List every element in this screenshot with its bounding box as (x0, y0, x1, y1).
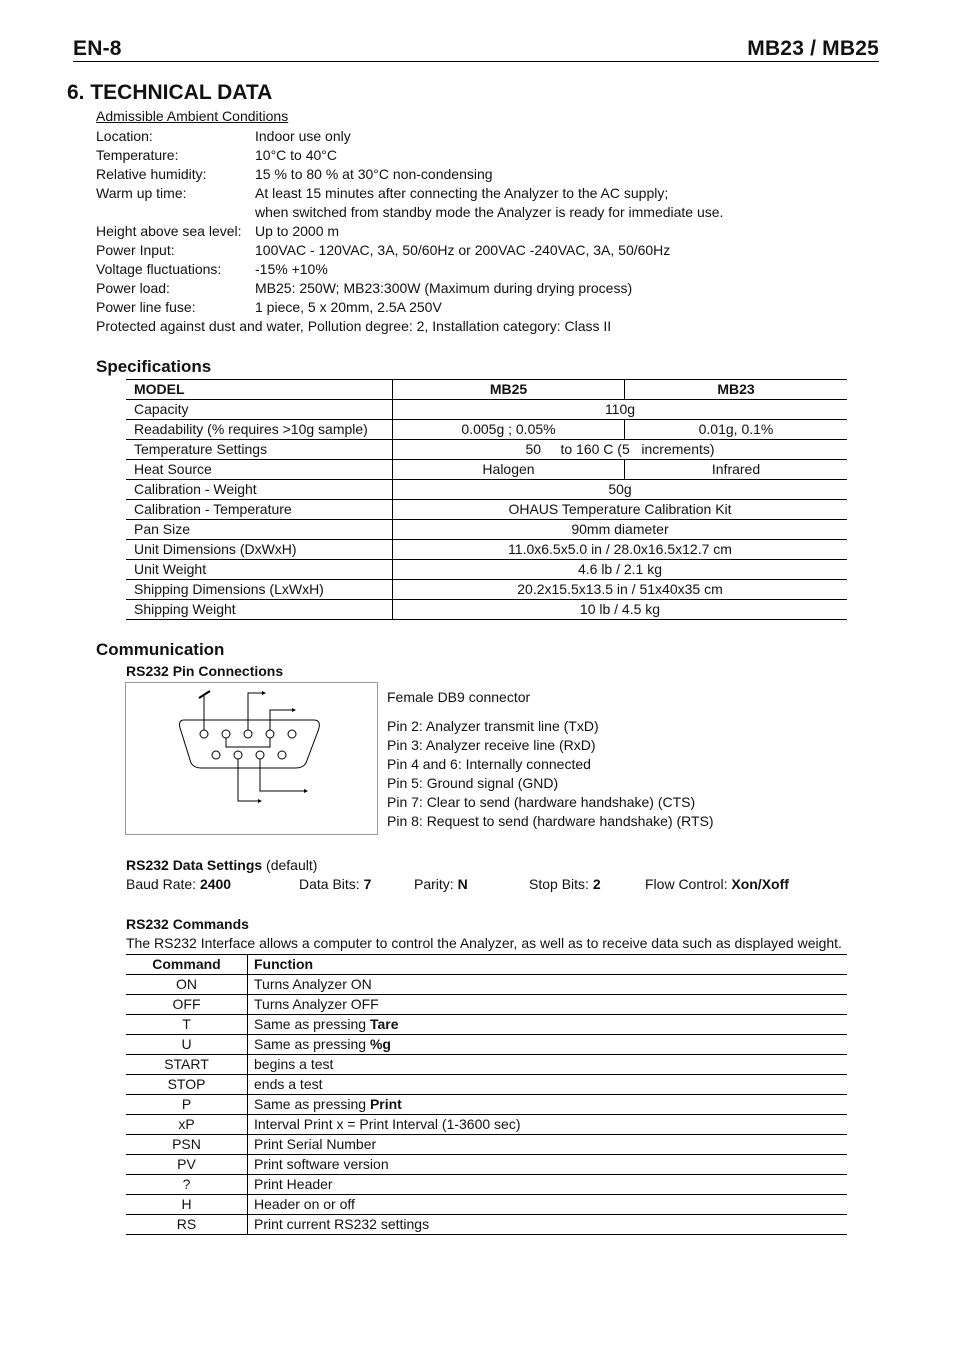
ambient-value: Indoor use only (255, 128, 351, 144)
ambient-row (96, 241, 670, 260)
setting-value: 2400 (199, 876, 232, 892)
header-mb25: MB25 (393, 380, 625, 400)
command-function (248, 1095, 848, 1115)
ambient-value: MB25: 250W; MB23:300W (Maximum during drying process) (255, 280, 633, 296)
table-row (126, 500, 847, 520)
function-text: Print Header (254, 1176, 333, 1192)
ambient-row (96, 279, 632, 298)
spec-value: 4.6 lb / 2.1 kg (393, 560, 848, 580)
commands-title: RS232 Commands (126, 916, 249, 932)
setting-value: 7 (363, 876, 372, 892)
spec-value: 10 lb / 4.5 kg (393, 600, 848, 620)
spec-value: 90mm diameter (393, 520, 848, 540)
table-row (126, 1035, 847, 1055)
spec-label: Calibration - Weight (126, 480, 393, 500)
connector-type: Female DB9 connector (387, 689, 531, 705)
spec-label: Heat Source (126, 460, 393, 480)
ambient-label: Relative humidity: (96, 166, 207, 182)
table-row (126, 460, 847, 480)
protection-note: Protected against dust and water, Pollution degree: 2, Installation category: Class II (96, 318, 612, 334)
ambient-heading: Admissible Ambient Conditions (96, 108, 289, 124)
spec-label: Shipping Dimensions (LxWxH) (126, 580, 393, 600)
table-header-row (126, 955, 847, 975)
ambient-label: Height above sea level: (96, 223, 242, 239)
data-setting (299, 876, 371, 892)
table-row (126, 1155, 847, 1175)
page-number: EN-8 (73, 37, 122, 60)
setting-label: Baud Rate: (126, 876, 200, 892)
pin-description: Pin 7: Clear to send (hardware handshake) (CTS) (387, 794, 696, 810)
ambient-value: At least 15 minutes after connecting the Analyzer to the AC supply; (255, 185, 669, 201)
data-settings-title: RS232 Data Settings (126, 857, 263, 873)
function-text: ends a test (254, 1076, 323, 1092)
setting-value: 2 (592, 876, 601, 892)
function-text: Print software version (254, 1156, 389, 1172)
table-row (126, 1015, 847, 1035)
db9-diagram (125, 682, 378, 835)
command-code: xP (126, 1115, 248, 1135)
ambient-label: Power Input: (96, 242, 175, 258)
command-function (248, 1115, 848, 1135)
table-row (126, 1195, 847, 1215)
spec-value: 20.2x15.5x13.5 in / 51x40x35 cm (393, 580, 848, 600)
data-settings-heading (126, 857, 317, 873)
header-command: Command (126, 955, 248, 975)
function-key: Tare (369, 1016, 399, 1032)
ambient-label: Temperature: (96, 147, 179, 163)
function-text: Same as pressing (254, 1096, 370, 1112)
table-row (126, 1095, 847, 1115)
table-row (126, 440, 847, 460)
setting-label: Data Bits: (299, 876, 364, 892)
table-row (126, 540, 847, 560)
command-code: ON (126, 975, 248, 995)
command-code: PSN (126, 1135, 248, 1155)
data-setting (414, 876, 468, 892)
ambient-label: Voltage fluctuations: (96, 261, 222, 277)
command-code: OFF (126, 995, 248, 1015)
command-code: P (126, 1095, 248, 1115)
table-header-row (126, 380, 847, 400)
specifications-title: Specifications (96, 357, 212, 376)
spec-value: OHAUS Temperature Calibration Kit (393, 500, 848, 520)
pin-description: Pin 4 and 6: Internally connected (387, 756, 591, 772)
command-code: RS (126, 1215, 248, 1235)
table-row (126, 975, 847, 995)
ambient-label: Warm up time: (96, 185, 187, 201)
function-text: Turns Analyzer ON (254, 976, 372, 992)
data-settings-suffix: (default) (262, 857, 318, 873)
ambient-value: -15% +10% (255, 261, 328, 277)
pin-description: Pin 5: Ground signal (GND) (387, 775, 559, 791)
command-function (248, 975, 848, 995)
spec-label: Readability (% requires >10g sample) (126, 420, 393, 440)
setting-label: Stop Bits: (529, 876, 593, 892)
spec-label: Unit Dimensions (DxWxH) (126, 540, 393, 560)
spec-value: 110g (393, 400, 848, 420)
table-row (126, 560, 847, 580)
function-text: Header on or off (254, 1196, 355, 1212)
setting-label: Flow Control: (645, 876, 732, 892)
spec-label: Capacity (126, 400, 393, 420)
table-row (126, 420, 847, 440)
table-row (126, 1135, 847, 1155)
function-text: Turns Analyzer OFF (254, 996, 379, 1012)
table-row (126, 580, 847, 600)
spec-value-mb25: 0.005g ; 0.05% (393, 420, 625, 440)
spec-value: 50 to 160 C (5 increments) (393, 440, 848, 460)
spec-value-mb23: 0.01g, 0.1% (625, 420, 848, 440)
function-key: %g (369, 1036, 391, 1052)
model-header: MB23 / MB25 (747, 37, 879, 60)
ambient-row (96, 165, 493, 184)
ambient-value: 1 piece, 5 x 20mm, 2.5A 250V (255, 299, 442, 315)
table-row (126, 1055, 847, 1075)
ambient-label: Power line fuse: (96, 299, 196, 315)
section-title: 6. TECHNICAL DATA (67, 81, 273, 104)
pin-description: Pin 3: Analyzer receive line (RxD) (387, 737, 596, 753)
spec-label: Calibration - Temperature (126, 500, 393, 520)
ambient-label: Location: (96, 128, 153, 144)
function-text: Same as pressing (254, 1016, 370, 1032)
pin-description: Pin 2: Analyzer transmit line (TxD) (387, 718, 599, 734)
spec-value: 11.0x6.5x5.0 in / 28.0x16.5x12.7 cm (393, 540, 848, 560)
data-setting (645, 876, 789, 892)
table-row (126, 1175, 847, 1195)
header-model: MODEL (126, 380, 393, 400)
table-row (126, 1215, 847, 1235)
ambient-row (96, 127, 351, 146)
ambient-label: Power load: (96, 280, 170, 296)
command-function (248, 1015, 848, 1035)
communication-title: Communication (96, 640, 225, 659)
ambient-row (96, 203, 723, 222)
ambient-value: when switched from standby mode the Analyzer is ready for immediate use. (255, 204, 724, 220)
command-function (248, 1215, 848, 1235)
command-function (248, 1175, 848, 1195)
command-code: START (126, 1055, 248, 1075)
header-mb23: MB23 (625, 380, 848, 400)
function-key: Print (369, 1096, 402, 1112)
table-row (126, 995, 847, 1015)
ambient-value: Up to 2000 m (255, 223, 340, 239)
data-setting (529, 876, 601, 892)
command-function (248, 1055, 848, 1075)
table-row (126, 480, 847, 500)
ambient-row (96, 260, 328, 279)
commands-intro: The RS232 Interface allows a computer to control the Analyzer, as well as to receive data such as displayed weight. (126, 935, 842, 951)
spec-value-mb23: Infrared (625, 460, 848, 480)
function-text: Interval Print x = Print Interval (1-3600 sec) (254, 1116, 521, 1132)
function-text: begins a test (254, 1056, 334, 1072)
function-text: Same as pressing (254, 1036, 370, 1052)
command-code: STOP (126, 1075, 248, 1095)
command-function (248, 1035, 848, 1055)
setting-value: N (457, 876, 468, 892)
spec-label: Pan Size (126, 520, 393, 540)
ambient-row (96, 184, 668, 203)
command-code: T (126, 1015, 248, 1035)
table-row (126, 1115, 847, 1135)
commands-table (126, 954, 847, 1235)
command-code: ? (126, 1175, 248, 1195)
ambient-row (96, 222, 339, 241)
table-row (126, 1075, 847, 1095)
table-row (126, 520, 847, 540)
setting-label: Parity: (414, 876, 458, 892)
command-function (248, 1155, 848, 1175)
command-code: U (126, 1035, 248, 1055)
ambient-row (96, 298, 442, 317)
ambient-row (96, 146, 337, 165)
header-rule (73, 61, 879, 62)
command-function (248, 1195, 848, 1215)
function-text: Print current RS232 settings (254, 1216, 430, 1232)
spec-label: Shipping Weight (126, 600, 393, 620)
spec-label: Temperature Settings (126, 440, 393, 460)
command-code: H (126, 1195, 248, 1215)
function-text: Print Serial Number (254, 1136, 377, 1152)
data-setting (126, 876, 231, 892)
spec-label: Unit Weight (126, 560, 393, 580)
command-function (248, 1075, 848, 1095)
command-function (248, 995, 848, 1015)
ambient-value: 100VAC - 120VAC, 3A, 50/60Hz or 200VAC -240VAC, 3A, 50/60Hz (255, 242, 671, 258)
table-row (126, 600, 847, 620)
ambient-value: 10°C to 40°C (255, 147, 338, 163)
spec-value-mb25: Halogen (393, 460, 625, 480)
ambient-value: 15 % to 80 % at 30°C non-condensing (255, 166, 493, 182)
setting-value: Xon/Xoff (731, 876, 789, 892)
command-function (248, 1135, 848, 1155)
pin-description: Pin 8: Request to send (hardware handshake) (RTS) (387, 813, 714, 829)
table-row (126, 400, 847, 420)
header-function: Function (248, 955, 848, 975)
pin-connections-title: RS232 Pin Connections (126, 663, 284, 679)
specifications-table (126, 379, 847, 620)
command-code: PV (126, 1155, 248, 1175)
spec-value: 50g (393, 480, 848, 500)
db9-connector-icon (126, 683, 377, 834)
